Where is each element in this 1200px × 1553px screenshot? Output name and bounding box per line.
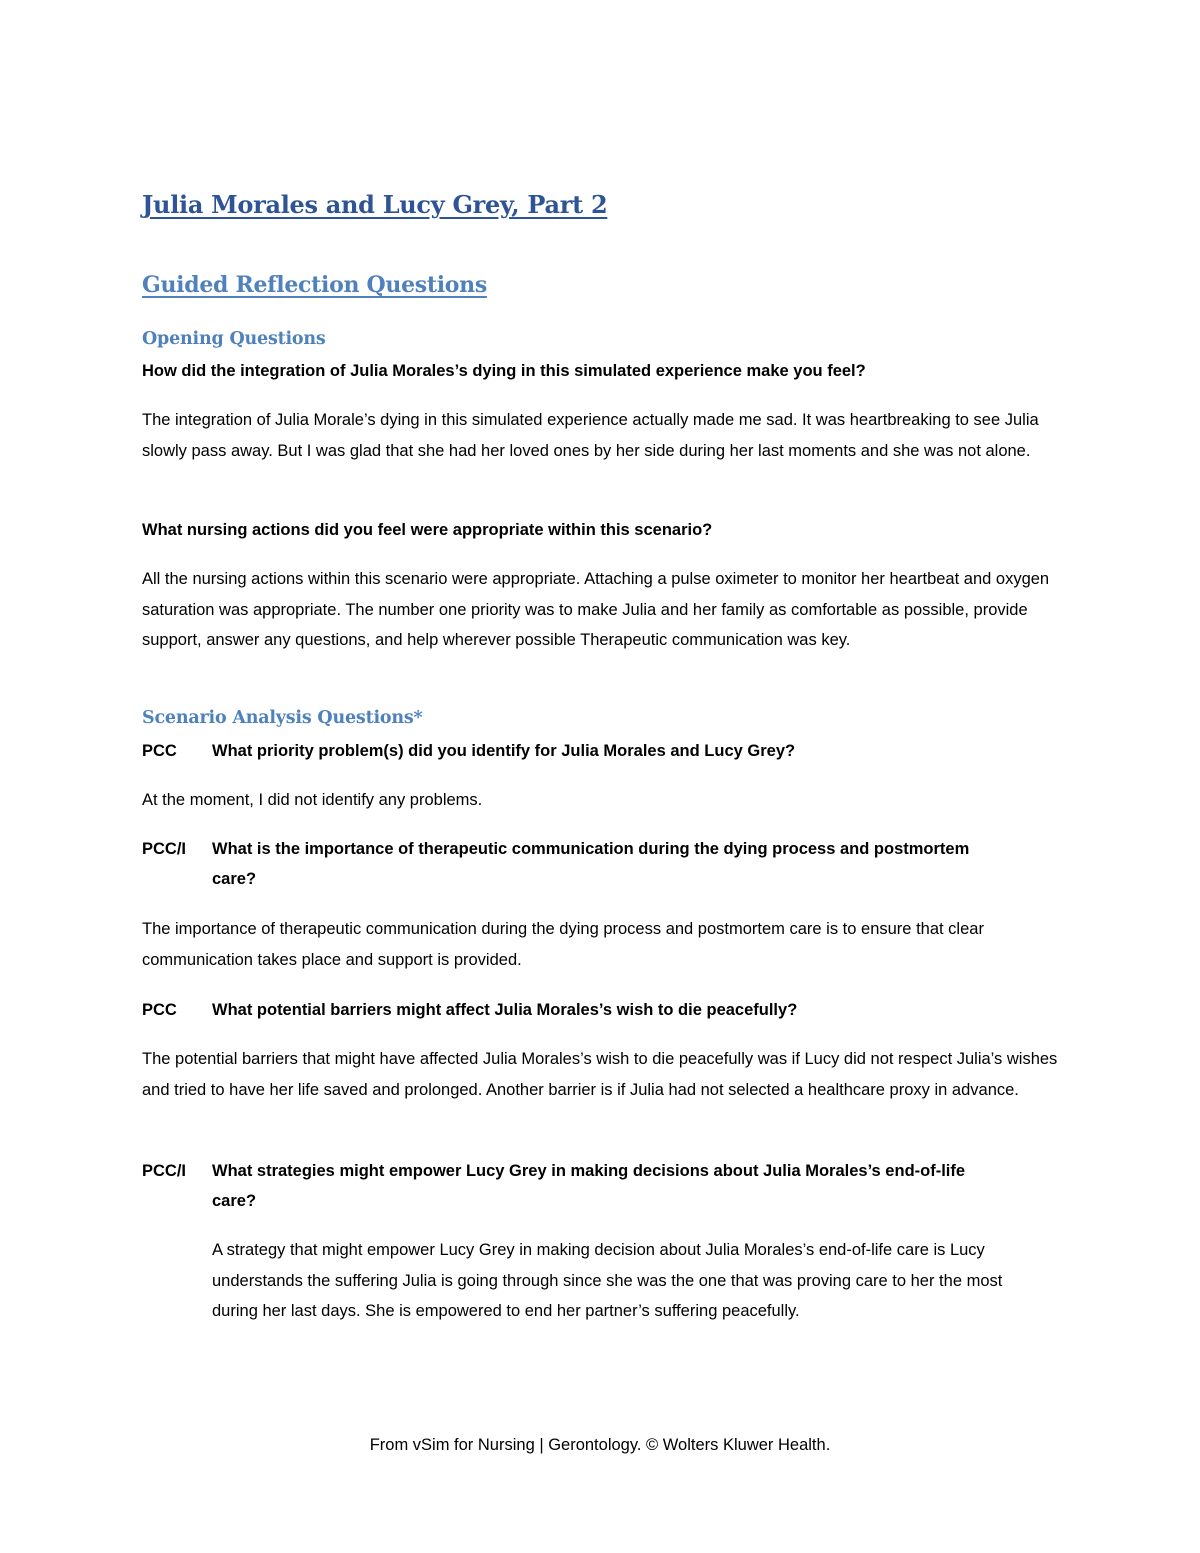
question-tag: PCC xyxy=(142,742,177,760)
opening-question-2: What nursing actions did you feel were appropriate within this scenario? xyxy=(142,521,713,539)
document-title: Julia Morales and Lucy Grey, Part 2 xyxy=(142,190,608,219)
question-tag: PCC xyxy=(142,1001,177,1019)
question-text: What priority problem(s) did you identify for Julia Morales and Lucy Grey? xyxy=(212,742,796,760)
scenario-question-3 xyxy=(142,995,1062,1025)
scenario-answer-4: A strategy that might empower Lucy Grey in making decision about Julia Morales’s end-of-life care is Lucy understands the suffering Julia is going through since she was the one that was proving care to her the most during her last days. She is empowered to end her partner’s suffering peacefully. xyxy=(212,1241,1003,1320)
opening-question-1: How did the integration of Julia Morales’s dying in this simulated experience make you feel? xyxy=(142,362,866,380)
question-text: What strategies might empower Lucy Grey in making decisions about Julia Morales’s end-of-life care? xyxy=(212,1162,966,1210)
scenario-question-1 xyxy=(142,736,1062,766)
section-heading: Guided Reflection Questions xyxy=(142,272,487,298)
opening-questions-heading: Opening Questions xyxy=(142,329,326,349)
scenario-answer-2: The importance of therapeutic communication during the dying process and postmortem care is to ensure that clear communication takes place and support is provided. xyxy=(142,920,984,969)
scenario-question-4 xyxy=(142,1156,1062,1216)
question-text: What is the importance of therapeutic communication during the dying process and postmortem care? xyxy=(212,840,970,888)
opening-answer-1: The integration of Julia Morale’s dying in this simulated experience actually made me sad. It was heartbreaking to see Julia slowly pass away. But I was glad that she had her loved ones by her side during her last moments and she was not alone. xyxy=(142,411,1039,460)
scenario-question-2 xyxy=(142,834,1062,894)
page-footer: From vSim for Nursing | Gerontology. © Wolters Kluwer Health. xyxy=(369,1436,831,1454)
question-tag: PCC/I xyxy=(142,840,187,858)
scenario-answer-3: The potential barriers that might have affected Julia Morales’s wish to die peacefully was if Lucy did not respect Julia’s wishes and tried to have her life saved and prolonged. Another barrier is if Julia had not selected a healthcare proxy in advance. xyxy=(142,1050,1058,1099)
question-text: What potential barriers might affect Julia Morales’s wish to die peacefully? xyxy=(212,1001,798,1019)
opening-answer-2: All the nursing actions within this scenario were appropriate. Attaching a pulse oximeter to monitor her heartbeat and oxygen saturation was appropriate. The number one priority was to make Julia and her family as comfortable as possible, provide support, answer any questions, and help wherever possible Therapeutic communication was key. xyxy=(142,570,1050,649)
question-tag: PCC/I xyxy=(142,1162,187,1180)
scenario-analysis-heading: Scenario Analysis Questions* xyxy=(142,708,423,728)
scenario-answer-1: At the moment, I did not identify any problems. xyxy=(142,791,483,809)
